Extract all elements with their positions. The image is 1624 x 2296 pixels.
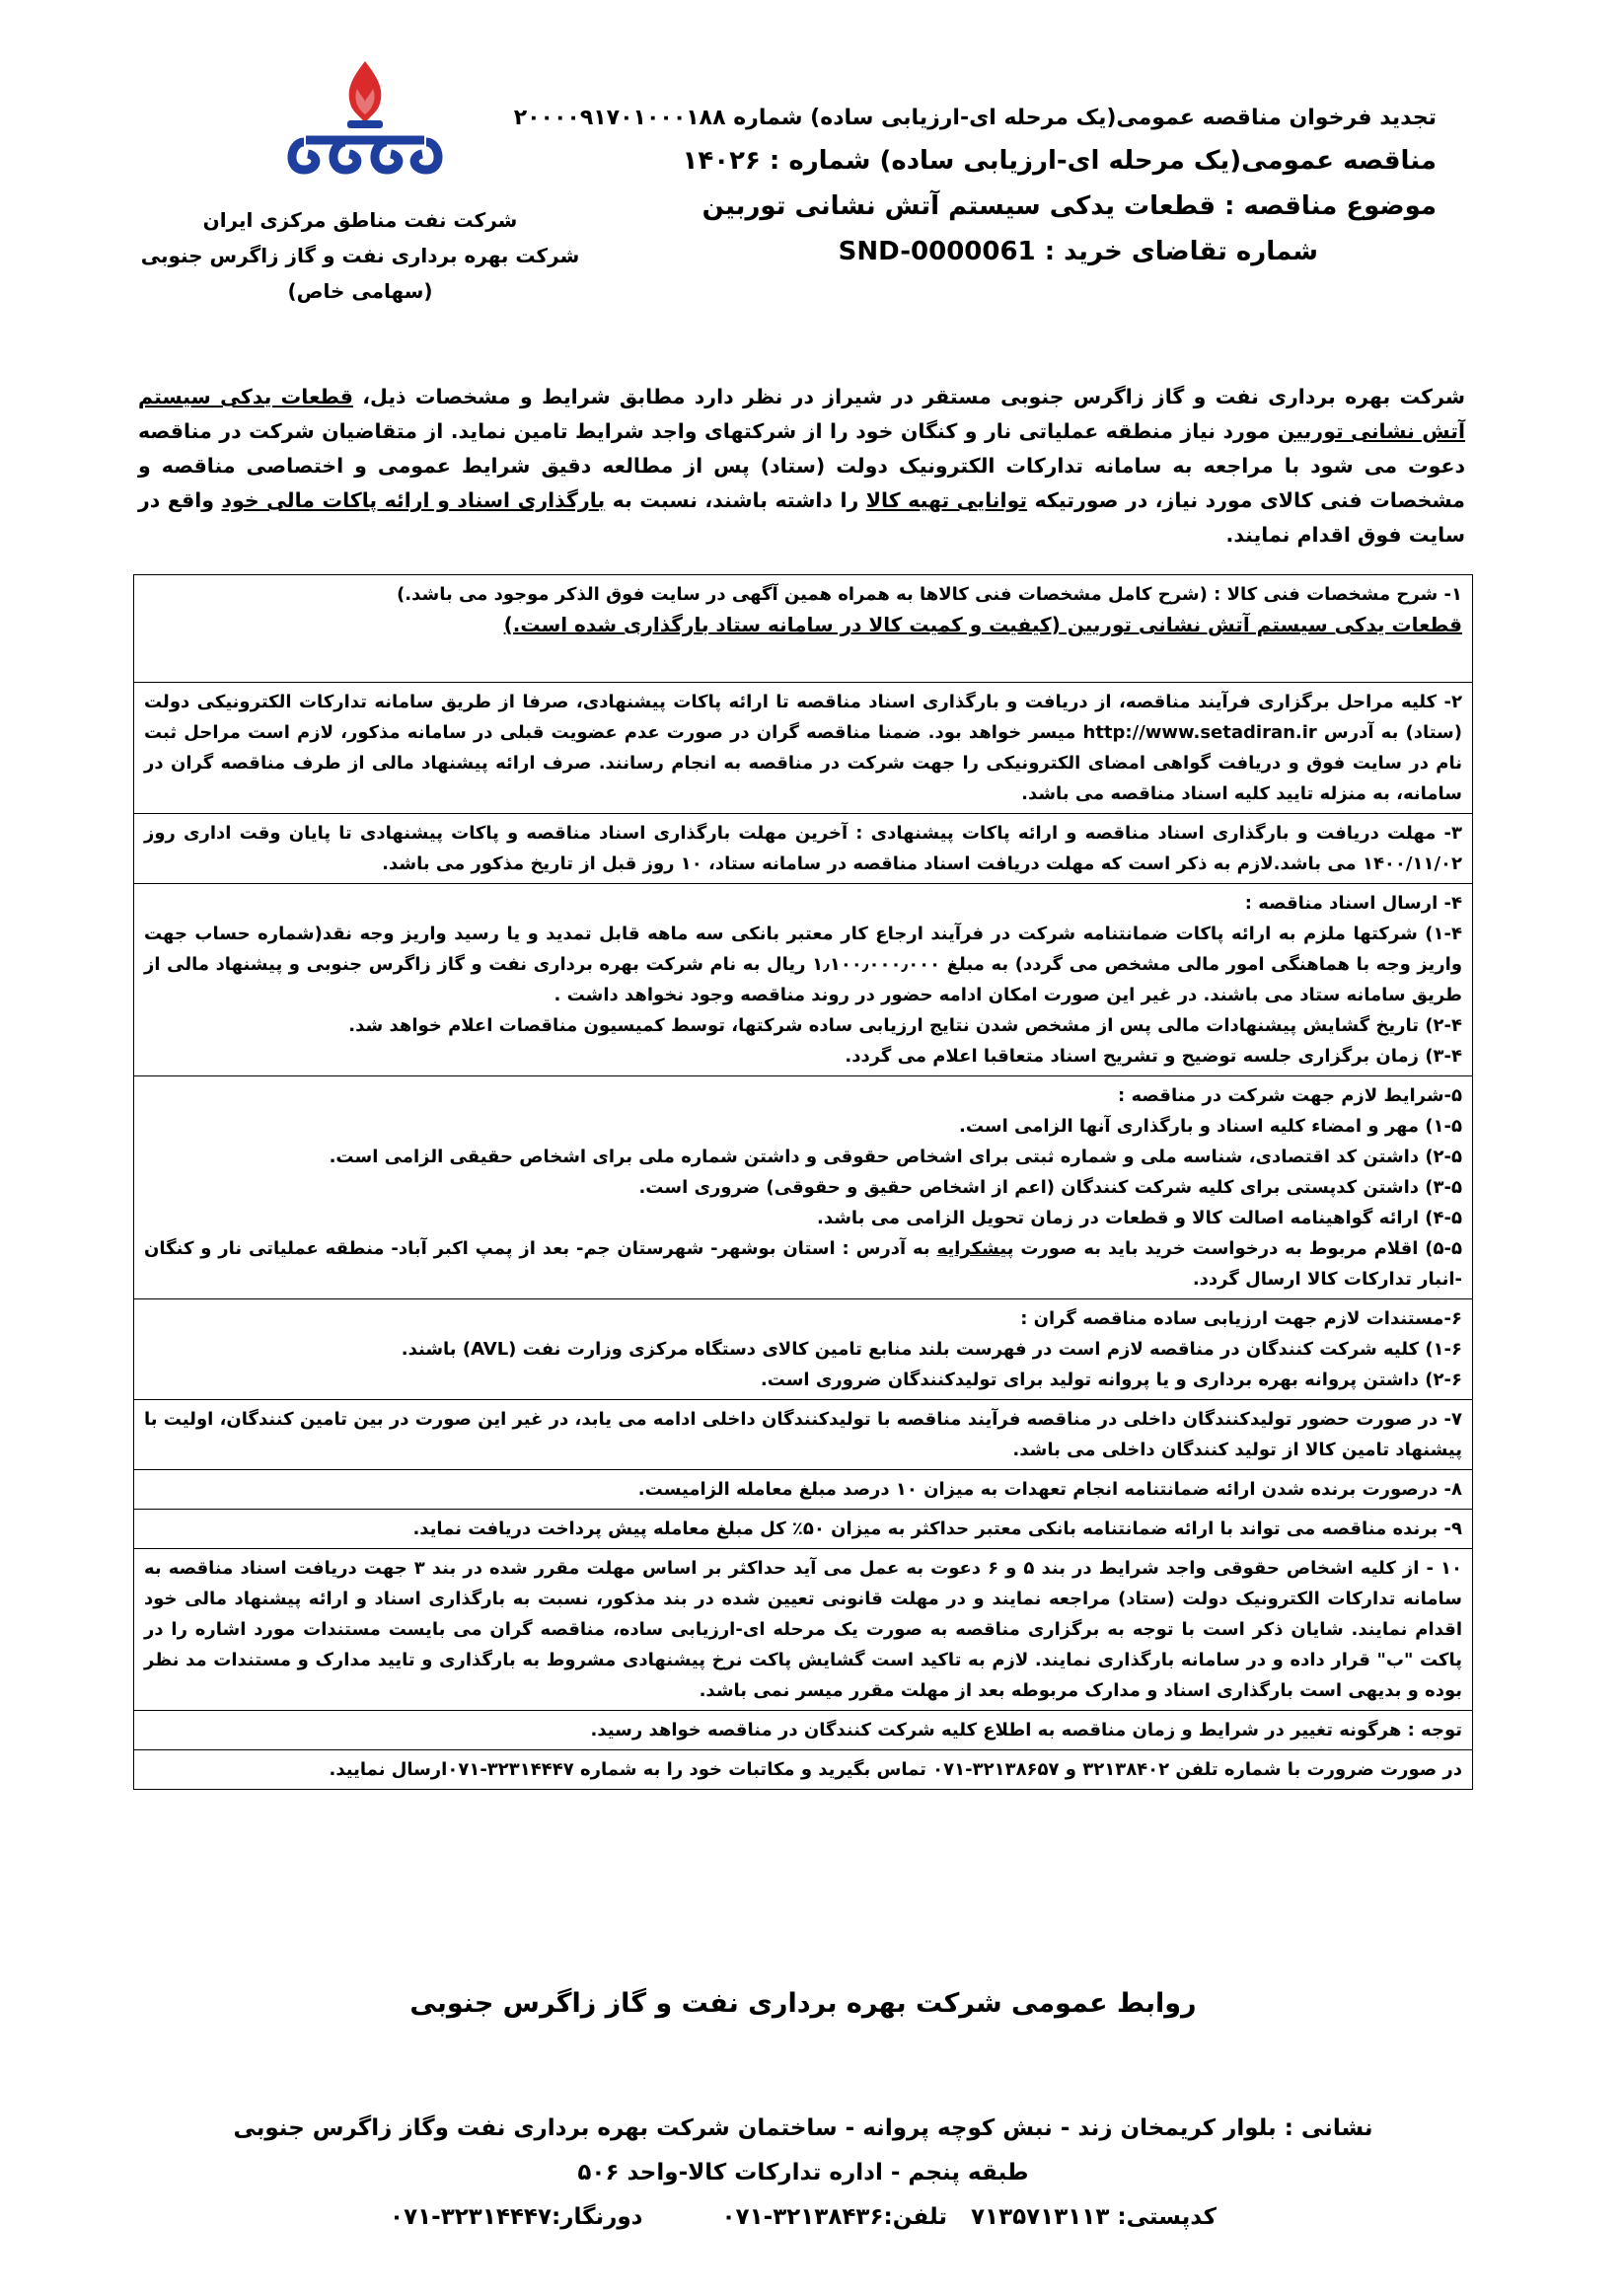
intro-underline-3: بارگذاری اسناد و ارائه پاکات مالی خود (221, 488, 606, 512)
note (134, 1711, 1473, 1750)
section-4-item-3: ۳-۴) زمان برگزاری جلسه توضیح و تشریح اسناد متعاقبا اعلام می گردد. (845, 1046, 1462, 1067)
intro-text-3: را داشته باشند، نسبت به (605, 488, 866, 512)
section-4-title: ۴- ارسال اسناد مناقصه : (1244, 893, 1462, 914)
section-9-text: ۹- برنده مناقصه می تواند با ارائه ضمانتنامه بانکی معتبر حداکثر به میزان ۵۰٪ کل مبلغ معامله پیش پرداخت دریافت نماید. (412, 1518, 1462, 1539)
section-6-title: ۶-مستندات لازم جهت ارزیابی ساده مناقصه گران : (1020, 1308, 1462, 1329)
intro-underline-2: توانایی تهیه کالا (865, 488, 1028, 512)
heading-tender-number: مناقصه عمومی(یک مرحله ای-ارزیابی ساده) شماره : ۱۴۰۲۶ (682, 146, 1437, 176)
note-row (134, 1711, 1473, 1750)
section-3 (134, 814, 1473, 884)
heading-renewal-line: تجدید فرخوان مناقصه عمومی(یک مرحله ای-ارزیابی ساده) شماره ۲۰۰۰۰۹۱۷۰۱۰۰۰۱۸۸ (513, 106, 1437, 130)
section-5-title: ۵-شرایط لازم جهت شرکت در مناقصه : (1118, 1085, 1462, 1106)
section-7-text: ۷- در صورت حضور تولیدکنندگان داخلی در مناقصه فرآیند مناقصه با تولیدکنندگان داخلی ادامه می یابد، در غیر این صورت در بین تامین کنندگان، اولیت با پیشنهاد تامین کالا از تولید کنندگان داخلی می باشد. (144, 1409, 1462, 1460)
public-relations-signature: روابط عمومی شرکت بهره برداری نفت و گاز زاگرس جنوبی (409, 1988, 1197, 2019)
section-6-row (134, 1299, 1473, 1400)
section-10 (134, 1549, 1473, 1711)
section-7-row (134, 1400, 1473, 1470)
section-9 (134, 1510, 1473, 1549)
address-line: نشانی : بلوار کریمخان زند - نبش کوچه پروانه - ساختمان شرکت بهره برداری نفت وگاز زاگرس جنوبی (233, 2115, 1373, 2141)
section-5-row (134, 1076, 1473, 1299)
nioc-logo (266, 59, 464, 187)
section-1-row (134, 575, 1473, 683)
section-5-item-4: ۴-۵) ارائه گواهینامه اصالت کالا و قطعات در زمان تحویل الزامی می باشد. (817, 1208, 1462, 1228)
address-footer (133, 2107, 1473, 2240)
section-6-item-1: ۱-۶) کلیه شرکت کنندگان در مناقصه لازم است در فهرست بلند منابع تامین کالای دستگاه مرکزی وزارت نفت (AVL) باشند. (401, 1339, 1462, 1360)
tender-heading (489, 99, 1437, 274)
company-name-line1: شرکت نفت مناطق مرکزی ایران (202, 208, 518, 232)
section-7 (134, 1400, 1473, 1470)
section-9-row (134, 1510, 1473, 1549)
section-8 (134, 1470, 1473, 1510)
section-5-item-3: ۳-۵) داشتن کدپستی برای کلیه شرکت کنندگان (اعم از اشخاص حقیق و حقوقی) ضروری است. (638, 1177, 1462, 1198)
section-2-row (134, 683, 1473, 814)
section-5-item-2: ۲-۵) داشتن کد اقتصادی، شناسه ملی و شماره ثبتی برای اشخاص حقوقی و داشتن شماره ملی برای اشخاص حقیقی الزامی است. (329, 1147, 1462, 1167)
section-10-text: ۱۰ - از کلیه اشخاص حقوقی واجد شرایط در بند ۵ و ۶ دعوت به عمل می آید حداکثر بر اساس مهلت مقرر شده در بند ۳ جهت دریافت اسناد مناقصه به سامانه تدارکات الکترونیک دولت (ستاد) مراجعه نمایند و در مهلت قانونی تعیین شده در بند مذکور، نسبت به بارگذاری اسناد و ارائه پیشنهاد مالی خود اقدام نمایند. شایان ذکر است با توجه به برگزاری مناقصه به صورت یک مرحله ای-ارزیابی ساده، مناقصه گران می بایست مستندات مورد اشاره را در پاکت "ب" قرار داده و در سامانه بارگذاری نمایند. لازم به تاکید است گشایش پاکت نرخ پیشنهادی مشروط به بارگذاری و تایید مدارک و مستندات مد نظر بوده و بدیهی است بارگذاری اسناد و مدارک مربوطه بعد از مهلت مقرر میسر نمی باشد. (144, 1558, 1463, 1701)
contact-text: در صورت ضرورت با شماره تلفن ۳۲۱۳۸۴۰۲ و ۳۲۱۳۸۶۵۷-۰۷۱ تماس بگیرید و مکاتبات خود را به شماره ۳۲۳۱۴۴۴۷-۰۷۱ارسال نمایید. (329, 1759, 1462, 1780)
intro-text-2: مورد نیاز منطقه عملیاتی نار و کنگان خود را از شرکتهای واجد شرایط تامین نماید. از متقاضیان شرکت در مناقصه دعوت می شود با مراجعه به سامانه تدارکات الکترونیک دولت (ستاد) پس از مطالعه دقیق شرایط عمومی و اختصاصی مناقصه و مشخصات فنی کالای مورد نیاز، در صورتیکه (138, 419, 1465, 512)
section-4-row (134, 884, 1473, 1076)
section-6-item-2: ۲-۶) داشتن پروانه بهره برداری و یا پروانه تولید برای تولیدکنندگان ضروری است. (760, 1370, 1462, 1390)
intro-text-1: شرکت بهره برداری نفت و گاز زاگرس جنوبی مستقر در شیراز در نظر دارد مطابق شرایط و مشخصات ذیل، (352, 385, 1465, 408)
section-3-row (134, 814, 1473, 884)
postal-phone-fax: کدپستی: ۷۱۳۵۷۱۳۱۱۳ تلفن:۳۲۱۳۸۴۳۶-۰۷۱ دورنگار:۳۲۳۱۴۴۴۷-۰۷۱ (390, 2204, 1217, 2230)
intro-underline-1: قطعات یدکی سیستم آتش نشانی توربین (138, 385, 1465, 443)
section-1 (134, 575, 1473, 683)
section-2-text: ۲- کلیه مراحل برگزاری فرآیند مناقصه، از دریافت و بارگذاری اسناد مناقصه تا ارائه پاکات پیشنهادی، صرفا از طریق سامانه تدارکات الکترونیکی دولت (ستاد) به آدرس http://www.setadiran.ir میسر خواهد بود. ضمنا مناقصه گران در صورت عدم عضویت قبلی در سامانه مذکور، لازم است مراحل ثبت نام در سایت فوق و دریافت گواهی امضای الکترونیکی را جهت شرکت در مناقصه به انجام رسانند. صرف ارائه پیشنهاد مالی از طرف مناقصه گران در سامانه، به منزله تایید کلیه اسناد مناقصه می باشد. (144, 692, 1462, 804)
intro-text-4: واقع در سایت فوق اقدام نمایند. (138, 488, 1465, 547)
section-5 (134, 1076, 1473, 1299)
section-4-item-2: ۲-۴) تاریخ گشایش پیشنهادات مالی پس از مشخص شدن نتایج ارزیابی ساده شرکتها، توسط کمیسیون مناقصات اعلام خواهد شد. (348, 1015, 1462, 1036)
section-8-text: ۸- درصورت برنده شدن ارائه ضمانتنامه انجام تعهدات به میزان ۱۰ درصد مبلغ معامله الزامیست. (637, 1479, 1462, 1500)
heading-request-number: شماره تقاضای خرید : SND-0000061 (838, 237, 1318, 266)
section-5-item-5-text-a: ۵-۵) اقلام مربوط به درخواست خرید باید به صورت (1013, 1238, 1462, 1259)
section-5-item-5-underline: پیشکرایه (936, 1238, 1014, 1259)
company-type: (سهامی خاص) (287, 279, 433, 303)
tender-conditions-table (133, 574, 1473, 1790)
section-8-row (134, 1470, 1473, 1510)
section-3-text: ۳- مهلت دریافت و بارگذاری اسناد مناقصه و ارائه پاکات پیشنهادی : آخرین مهلت بارگذاری اسناد مناقصه و پاکات پیشنهادی تا پایان وقت اداری روز ۱۴۰۰/۱۱/۰۲ می باشد.لازم به ذکر است که مهلت دریافت اسناد مناقصه در سامانه ستاد، ۱۰ روز قبل از تاریخ مذکور می باشد. (144, 823, 1462, 874)
section-4 (134, 884, 1473, 1076)
company-name-line2: شرکت بهره برداری نفت و گاز زاگرس جنوبی (140, 244, 580, 267)
section-1-title: ۱- شرح مشخصات فنی کالا : (شرح کامل مشخصات فنی کالاها به همراه همین آگهی در سایت فوق الذکر موجود می باشد.) (397, 584, 1462, 605)
contact (134, 1750, 1473, 1790)
contact-row (134, 1750, 1473, 1790)
section-6 (134, 1299, 1473, 1400)
heading-subject: موضوع مناقصه : قطعات یدکی سیستم آتش نشانی توربین (701, 191, 1437, 221)
section-4-item-1: ۱-۴) شرکتها ملزم به ارائه پاکات ضمانتنامه شرکت در فرآیند ارجاع کار معتبر بانکی سه ماهه قابل تمدید و یا رسید واریز وجه نقد(شماره حساب جهت واریز وجه با هماهنگی امور مالی مشخص می گردد) به مبلغ ۱٫۱۰۰٫۰۰۰٫۰۰۰ ریال به نام شرکت بهره برداری نفت و گاز زاگرس جنوبی و پیشنهاد مالی از طریق سامانه ستاد می باشند. در غیر این صورت امکان ادامه حضور در روند مناقصه وجود نخواهد داشت . (144, 924, 1463, 1005)
section-10-row (134, 1549, 1473, 1711)
section-5-item-5 (144, 1233, 1462, 1295)
address-floor: طبقه پنجم - اداره تدارکات کالا-واحد ۵۰۶ (577, 2160, 1029, 2185)
section-5-item-1: ۱-۵) مهر و امضاء کلیه اسناد و بارگذاری آنها الزامی است. (958, 1116, 1462, 1137)
intro-paragraph (138, 380, 1465, 553)
section-2 (134, 683, 1473, 814)
section-5-item-5-text-b: به آدرس : استان بوشهر- شهرستان جم- بعد از پمپ اکبر آباد- منطقه عملیاتی نار و کنگان -انبار تدارکات کالا ارسال گردد. (144, 1238, 1462, 1290)
note-text: توجه : هرگونه تغییر در شرایط و زمان مناقصه به اطلاع کلیه شرکت کنندگان در مناقصه خواهد رسید. (590, 1720, 1462, 1741)
section-1-item: قطعات یدکی سیستم آتش نشانی توربین (کیفیت و کمیت کالا در سامانه ستاد بارگذاری شده است.) (503, 613, 1462, 636)
